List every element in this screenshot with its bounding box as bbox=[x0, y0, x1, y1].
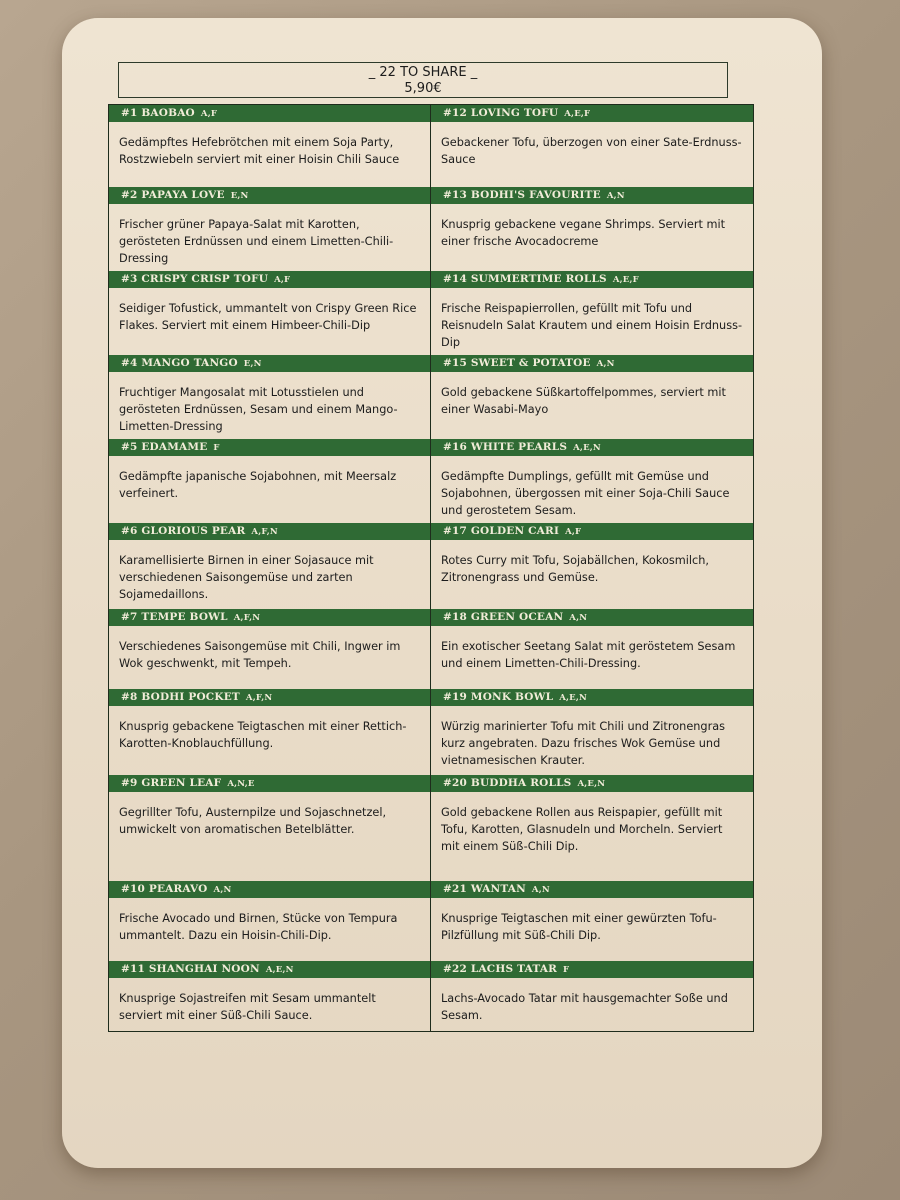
item-name: #11 SHANGHAI NOON bbox=[121, 963, 260, 975]
item-description: Frische Reispapierrollen, gefüllt mit Tofu und Reisnudeln Salat Krautem und einem Hoisin Erdnuss-Dip bbox=[441, 302, 743, 349]
item-name: #3 CRISPY CRISP TOFU bbox=[121, 273, 269, 285]
menu-item bbox=[109, 105, 431, 187]
menu-item bbox=[431, 523, 753, 609]
item-description: Würzig marinierter Tofu mit Chili und Zitronengras kurz angebraten. Dazu frisches Wok Gemüse und vietnamesischen Krauter. bbox=[441, 720, 726, 767]
item-name: #19 MONK BOWL bbox=[443, 691, 554, 703]
menu-item bbox=[109, 439, 431, 523]
menu-item bbox=[431, 355, 753, 439]
allergen-codes: A,F,N bbox=[233, 613, 261, 623]
item-heading bbox=[109, 105, 430, 122]
allergen-codes: A,E,F bbox=[564, 109, 591, 119]
item-description: Frische Avocado und Birnen, Stücke von Tempura ummantelt. Dazu ein Hoisin-Chili-Dip. bbox=[119, 912, 398, 942]
item-description: Gedämpftes Hefebrötchen mit einem Soja Party, Rostzwiebeln serviert mit einer Hoisin Chili Sauce bbox=[119, 136, 400, 166]
item-description: Gebackener Tofu, überzogen von einer Sate-Erdnuss-Sauce bbox=[441, 136, 742, 166]
menu-table bbox=[108, 104, 754, 1032]
item-name: #7 TEMPE BOWL bbox=[121, 611, 228, 623]
item-description: Gold gebackene Süßkartoffelpommes, serviert mit einer Wasabi-Mayo bbox=[441, 386, 726, 416]
item-name: #5 EDAMAME bbox=[121, 441, 208, 453]
allergen-codes: A,F,N bbox=[251, 527, 278, 537]
allergen-codes: A,N bbox=[569, 613, 588, 623]
item-heading bbox=[109, 355, 430, 372]
menu-row bbox=[109, 689, 753, 775]
item-name: #17 GOLDEN CARI bbox=[443, 525, 560, 537]
item-description: Gedämpfte japanische Sojabohnen, mit Meersalz verfeinert. bbox=[119, 470, 397, 500]
item-heading bbox=[109, 439, 430, 456]
menu-item bbox=[431, 609, 753, 689]
item-heading bbox=[431, 775, 753, 792]
menu-item bbox=[109, 881, 431, 961]
item-name: #12 LOVING TOFU bbox=[443, 107, 559, 119]
item-name: #15 SWEET & POTATOE bbox=[443, 357, 591, 369]
allergen-codes: A,E,N bbox=[573, 443, 601, 453]
allergen-codes: A,F,N bbox=[245, 693, 273, 703]
menu-row bbox=[109, 439, 753, 523]
menu-item bbox=[109, 609, 431, 689]
item-description: Seidiger Tofustick, ummantelt von Crispy Green Rice Flakes. Serviert mit einem Himbeer-Chili-Dip bbox=[119, 302, 417, 332]
allergen-codes: A,F bbox=[200, 109, 218, 119]
menu-price: 5,90€ bbox=[404, 81, 442, 96]
item-heading bbox=[431, 271, 753, 288]
item-heading bbox=[431, 439, 753, 456]
allergen-codes: E,N bbox=[230, 191, 249, 201]
item-heading bbox=[109, 881, 430, 898]
menu-row bbox=[109, 961, 753, 1031]
allergen-codes: A,E,N bbox=[559, 693, 587, 703]
menu-item bbox=[431, 775, 753, 881]
allergen-codes: A,F bbox=[274, 275, 291, 285]
item-description: Gegrillter Tofu, Austernpilze und Sojaschnetzel, umwickelt von aromatischen Betelblätter. bbox=[119, 806, 387, 836]
menu-item bbox=[431, 961, 753, 1031]
item-heading bbox=[109, 523, 430, 540]
menu-item bbox=[431, 881, 753, 961]
menu-row bbox=[109, 609, 753, 689]
item-description: Knusprig gebackene vegane Shrimps. Serviert mit einer frische Avocadocreme bbox=[441, 218, 726, 248]
item-description: Frischer grüner Papaya-Salat mit Karotten, gerösteten Erdnüssen und einem Limetten-Chili-Dressing bbox=[119, 218, 394, 265]
item-description: Verschiedenes Saisongemüse mit Chili, Ingwer im Wok geschwenkt, mit Tempeh. bbox=[119, 640, 401, 670]
item-name: #14 SUMMERTIME ROLLS bbox=[443, 273, 607, 285]
item-heading bbox=[431, 881, 753, 898]
allergen-codes: E,N bbox=[243, 359, 262, 369]
allergen-codes: A,E,N bbox=[577, 779, 606, 789]
item-description: Fruchtiger Mangosalat mit Lotusstielen und gerösteten Erdnüssen, Sesam und einem Mango-Limetten-Dressing bbox=[119, 386, 398, 433]
allergen-codes: A,N bbox=[531, 885, 550, 895]
item-name: #18 GREEN OCEAN bbox=[443, 611, 564, 623]
item-description: Lachs-Avocado Tatar mit hausgemachter Soße und Sesam. bbox=[441, 992, 728, 1022]
menu-item bbox=[431, 187, 753, 271]
item-heading bbox=[109, 271, 430, 288]
item-description: Knusprige Teigtaschen mit einer gewürzten Tofu-Pilzfüllung mit Süß-Chili Dip. bbox=[441, 912, 717, 942]
menu-item bbox=[109, 187, 431, 271]
menu-row bbox=[109, 775, 753, 881]
menu-item bbox=[109, 355, 431, 439]
menu-row bbox=[109, 355, 753, 439]
item-name: #13 BODHI'S FAVOURITE bbox=[443, 189, 601, 201]
item-heading bbox=[109, 775, 430, 792]
menu-header bbox=[118, 62, 728, 98]
item-name: #16 WHITE PEARLS bbox=[443, 441, 568, 453]
menu-item bbox=[431, 689, 753, 775]
menu-item bbox=[109, 961, 431, 1031]
menu-item bbox=[109, 689, 431, 775]
item-heading bbox=[109, 961, 430, 978]
item-description: Gold gebackene Rollen aus Reispapier, gefüllt mit Tofu, Karotten, Glasnudeln und Morcheln. Serviert mit einem Süß-Chili Dip. bbox=[441, 806, 723, 853]
menu-row bbox=[109, 187, 753, 271]
menu-row bbox=[109, 523, 753, 609]
menu-item bbox=[109, 271, 431, 355]
item-heading bbox=[431, 355, 753, 372]
item-heading bbox=[431, 105, 753, 122]
item-heading bbox=[431, 187, 753, 204]
menu-item bbox=[109, 523, 431, 609]
item-name: #2 PAPAYA LOVE bbox=[121, 189, 225, 201]
menu-row bbox=[109, 105, 753, 187]
allergen-codes: F bbox=[563, 965, 570, 975]
item-name: #22 LACHS TATAR bbox=[443, 963, 558, 975]
item-heading bbox=[431, 689, 753, 706]
menu-item bbox=[109, 775, 431, 881]
item-heading bbox=[109, 609, 430, 626]
menu-title: _ 22 TO SHARE _ bbox=[368, 65, 478, 80]
item-name: #8 BODHI POCKET bbox=[121, 691, 240, 703]
item-name: #1 BAOBAO bbox=[121, 107, 195, 119]
item-heading bbox=[109, 187, 430, 204]
item-name: #4 MANGO TANGO bbox=[121, 357, 238, 369]
allergen-codes: A,N bbox=[606, 191, 625, 201]
item-name: #21 WANTAN bbox=[443, 883, 526, 895]
item-name: #20 BUDDHA ROLLS bbox=[443, 777, 572, 789]
allergen-codes: F bbox=[213, 443, 220, 453]
item-heading bbox=[109, 689, 430, 706]
menu-item bbox=[431, 105, 753, 187]
item-description: Karamellisierte Birnen in einer Sojasauce mit verschiedenen Saisongemüse und zarten Sojamedaillons. bbox=[119, 554, 374, 601]
allergen-codes: A,F bbox=[565, 527, 582, 537]
allergen-codes: A,N,E bbox=[227, 779, 255, 789]
item-name: #10 PEARAVO bbox=[121, 883, 208, 895]
allergen-codes: A,E,N bbox=[265, 965, 294, 975]
allergen-codes: A,N bbox=[213, 885, 232, 895]
allergen-codes: A,E,F bbox=[612, 275, 639, 285]
menu-row bbox=[109, 271, 753, 355]
item-description: Rotes Curry mit Tofu, Sojabällchen, Kokosmilch, Zitronengrass und Gemüse. bbox=[441, 554, 710, 584]
item-name: #9 GREEN LEAF bbox=[121, 777, 222, 789]
item-description: Knusprig gebackene Teigtaschen mit einer Rettich-Karotten-Knoblauchfüllung. bbox=[119, 720, 407, 750]
item-heading bbox=[431, 609, 753, 626]
allergen-codes: A,N bbox=[596, 359, 615, 369]
item-description: Knusprige Sojastreifen mit Sesam ummantelt serviert mit einer Süß-Chili Sauce. bbox=[119, 992, 376, 1022]
item-description: Ein exotischer Seetang Salat mit geröstetem Sesam und einem Limetten-Chili-Dressing. bbox=[441, 640, 736, 670]
menu-item bbox=[431, 439, 753, 523]
menu-item bbox=[431, 271, 753, 355]
item-description: Gedämpfte Dumplings, gefüllt mit Gemüse und Sojabohnen, übergossen mit einer Soja-Chili Sauce und gerostetem Sesam. bbox=[441, 470, 730, 517]
item-heading bbox=[431, 961, 753, 978]
item-heading bbox=[431, 523, 753, 540]
menu-row bbox=[109, 881, 753, 961]
item-name: #6 GLORIOUS PEAR bbox=[121, 525, 246, 537]
